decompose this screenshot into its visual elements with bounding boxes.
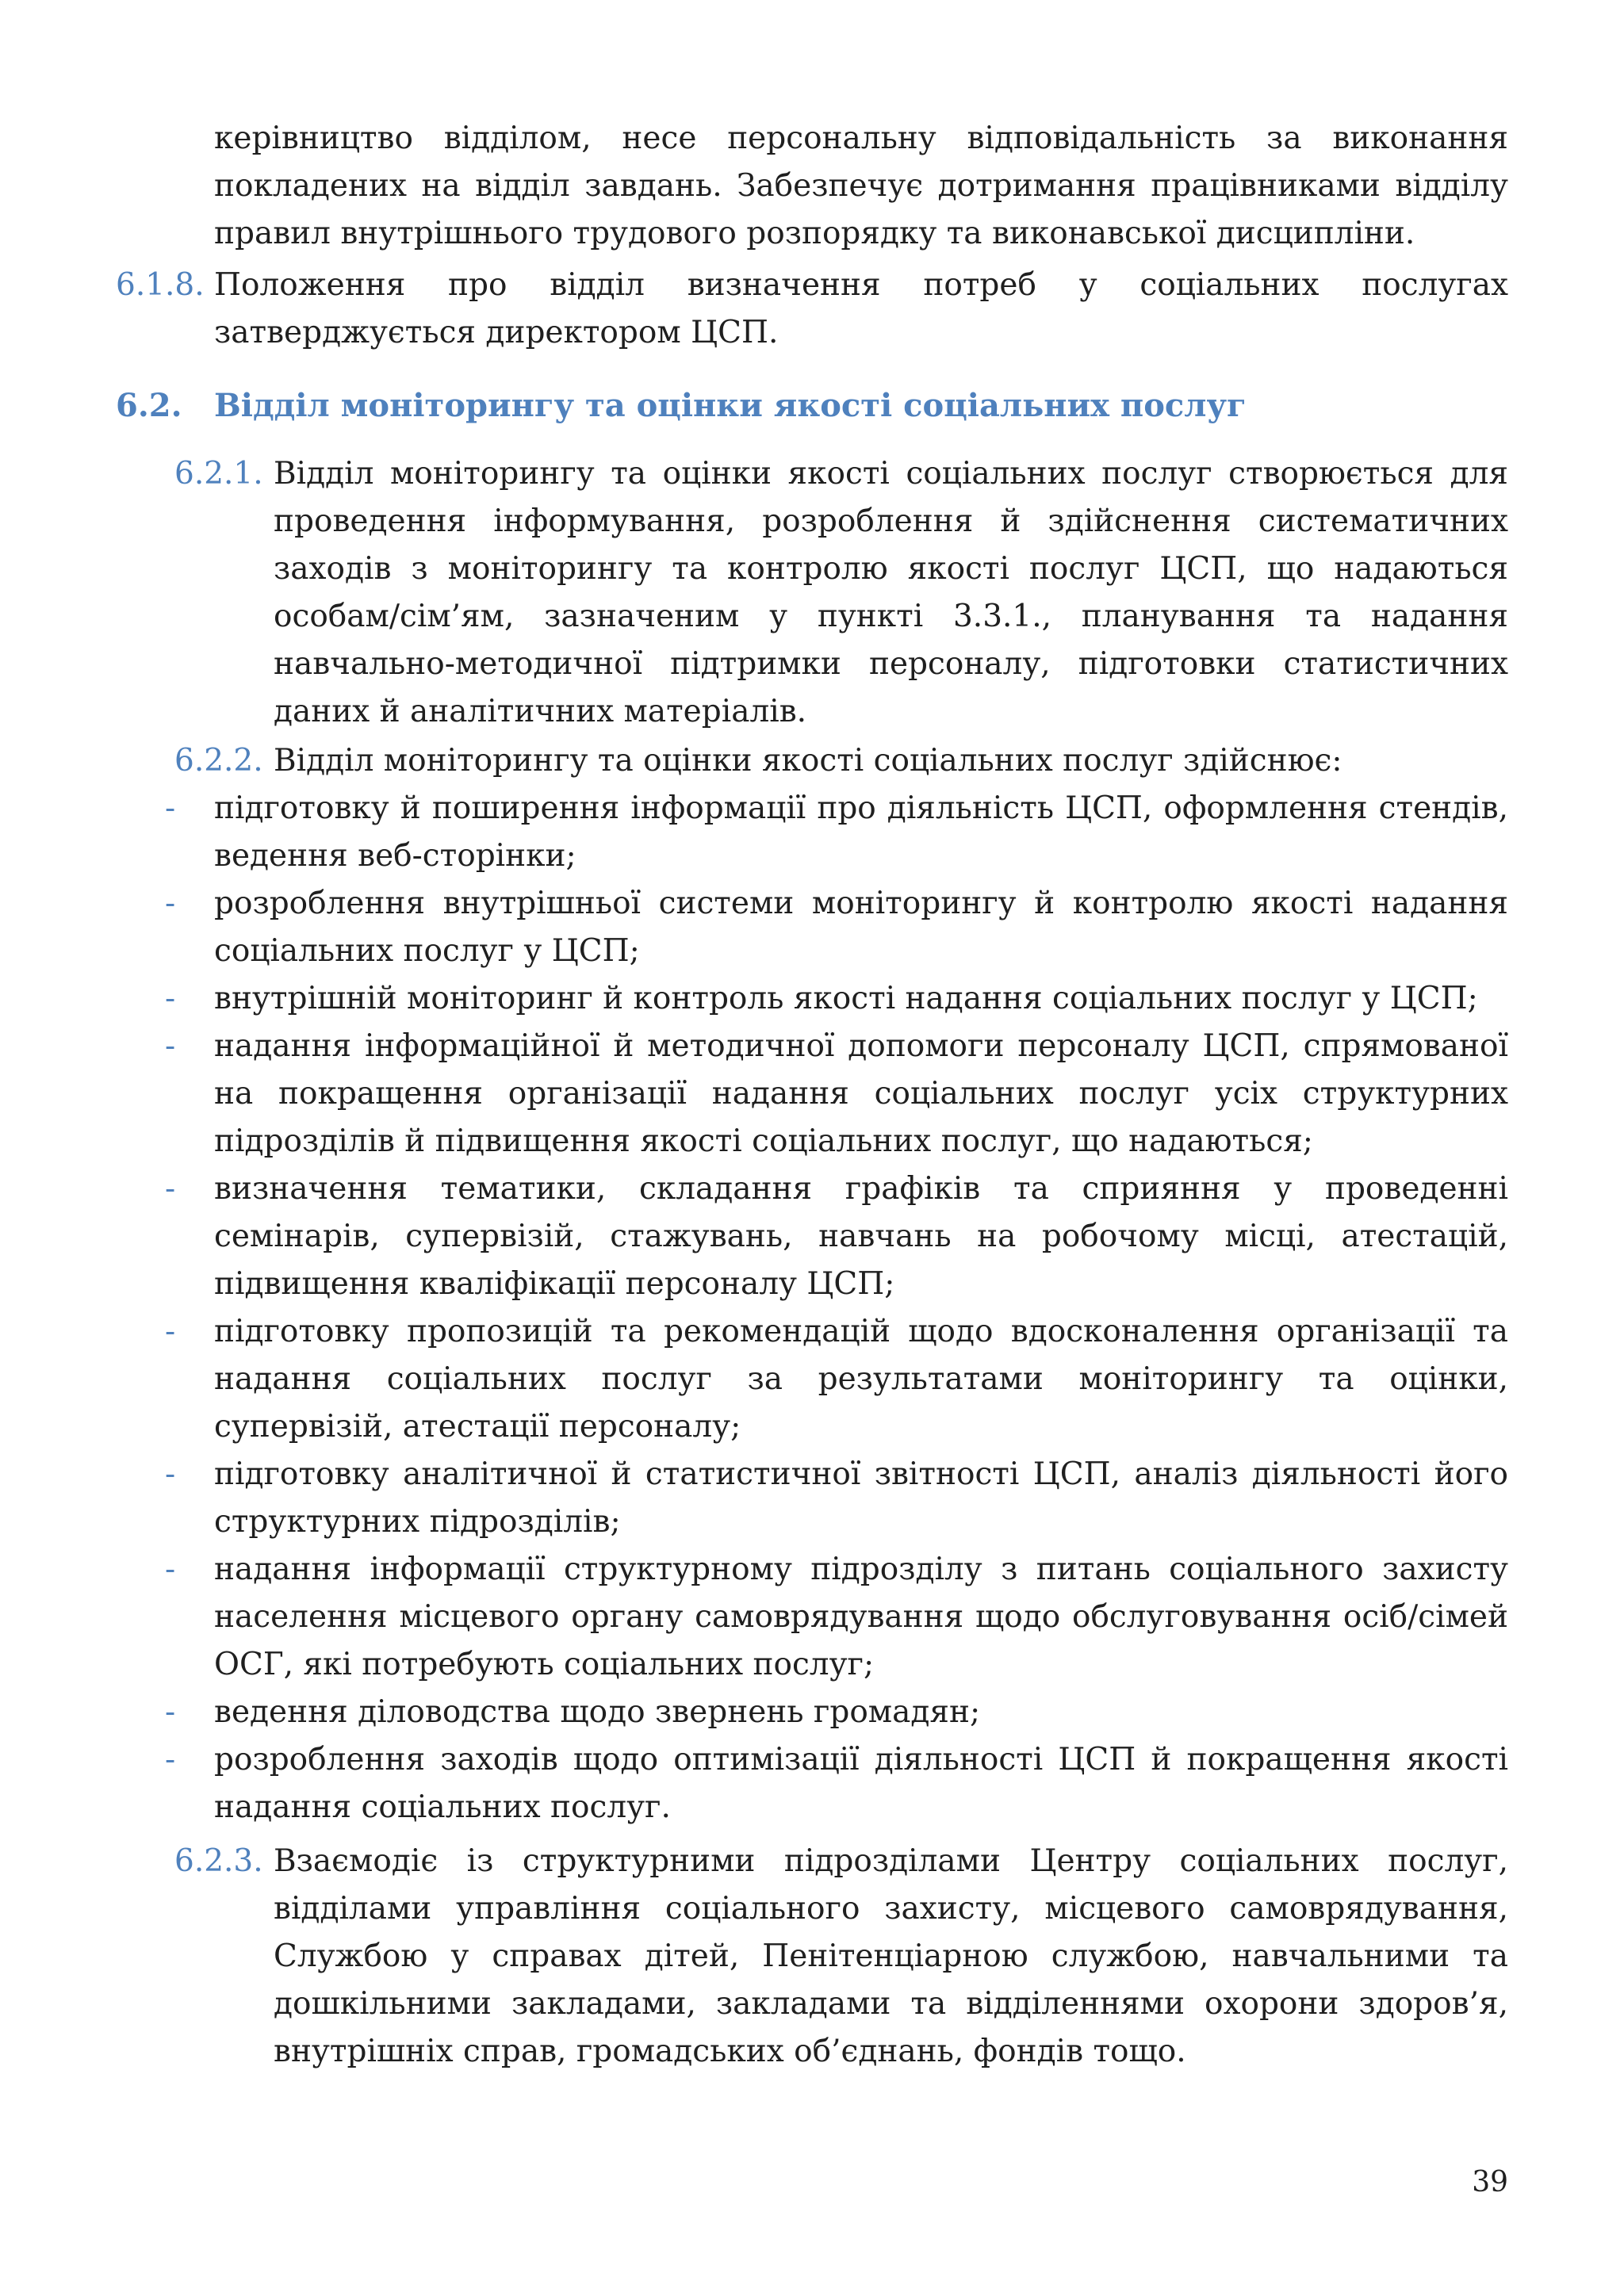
list-item-text: підготовку пропозицій та рекомендацій щодо вдосконалення організації та надання соціальних послуг за результатами моніторингу та оцінки, супервізій, атестації персоналу; (214, 1314, 1508, 1445)
list-item-text: розроблення заходів щодо оптимізації діяльності ЦСП й покращення якості надання соціальних послуг. (214, 1742, 1508, 1825)
item-6-2-1-text: Відділ моніторингу та оцінки якості соціальних послуг створюється для проведення інформування, розроблення й здійснення систематичних заходів з моніторингу та контролю якості послуг ЦСП, що надаються особам/сім’ям, зазначеним у пункті 3.3.1., планування та надання навчально-методичної підтримки персоналу, підготовки статистичних даних й аналітичних матеріалів. (274, 456, 1508, 729)
item-6-2-1-number: 6.2.1. (174, 456, 263, 492)
list-dash: - (165, 1314, 176, 1349)
list-item (119, 1165, 1508, 1308)
list-item-text: надання інформаційної й методичної допомоги персоналу ЦСП, спрямованої на покращення організації надання соціальних послуг усіх структурних підрозділів й підвищення якості соціальних послуг, що надаються; (214, 1028, 1508, 1159)
list-item (119, 1023, 1508, 1165)
list-item (119, 1308, 1508, 1451)
list-dash: - (165, 886, 176, 921)
top-paragraph: керівництво відділом, несе персональну відповідальність за виконання покладених на відділ завдань. Забезпечує дотримання працівниками відділу правил внутрішнього трудового розпорядку та виконавської дисципліни. (214, 121, 1508, 251)
list-item-text: ведення діловодства щодо звернень громадян; (214, 1694, 981, 1730)
section-6-2-number: 6.2. (116, 387, 182, 424)
section-6-2-title: Відділ моніторингу та оцінки якості соціальних послуг (214, 387, 1247, 424)
list-dash: - (165, 1456, 176, 1492)
item-6-2-2-number: 6.2.2. (174, 743, 263, 779)
list-dash: - (165, 981, 176, 1016)
list-item (119, 880, 1508, 975)
item-6-1-8-text: Положення про відділ визначення потреб у соціальних послугах затверджується директором ЦСП. (214, 267, 1508, 350)
list-item-text: надання інформації структурному підрозділу з питань соціального захисту населення місцевого органу самоврядування щодо обслуговування осіб/сімей ОСГ, які потребують соціальних послуг; (214, 1552, 1508, 1682)
item-6-1-8-number: 6.1.8. (116, 267, 205, 303)
list-dash: - (165, 1028, 176, 1064)
item-6-2-3-text: Взаємодіє із структурними підрозділами Центру соціальних послуг, відділами управління соціального захисту, місцевого самоврядування, Службою у справах дітей, Пенітенціарною службою, навчальними та дошкільними закладами, закладами та відділеннями охорони здоров’я, внутрішніх справ, громадських об’єднань, фондів тощо. (274, 1843, 1508, 2069)
list-dash: - (165, 1552, 176, 1587)
list-dash: - (165, 790, 176, 826)
page-number: 39 (1472, 2166, 1508, 2198)
list-item (119, 1736, 1508, 1831)
list-item-text: підготовку й поширення інформації про діяльність ЦСП, оформлення стендів, ведення веб-сторінки; (214, 790, 1508, 874)
list-item-text: внутрішній моніторинг й контроль якості надання соціальних послуг у ЦСП; (214, 981, 1478, 1016)
list-item (119, 1689, 1508, 1736)
list-item (119, 1451, 1508, 1546)
list-dash: - (165, 1694, 176, 1730)
list-item-text: визначення тематики, складання графіків та сприяння у проведенні семінарів, супервізій, стажувань, навчань на робочому місці, атестацій, підвищення кваліфікації персоналу ЦСП; (214, 1171, 1508, 1302)
list-item-text: підготовку аналітичної й статистичної звітності ЦСП, аналіз діяльності його структурних підрозділів; (214, 1456, 1508, 1540)
list-item (119, 785, 1508, 880)
list-dash: - (165, 1171, 176, 1207)
item-6-2-3-number: 6.2.3. (174, 1843, 263, 1879)
item-6-2-2-text: Відділ моніторингу та оцінки якості соціальних послуг здійснює: (274, 743, 1342, 779)
list-item (119, 975, 1508, 1023)
list-dash: - (165, 1742, 176, 1777)
list-item-text: розроблення внутрішньої системи моніторингу й контролю якості надання соціальних послуг у ЦСП; (214, 886, 1508, 969)
list-item (119, 1546, 1508, 1689)
